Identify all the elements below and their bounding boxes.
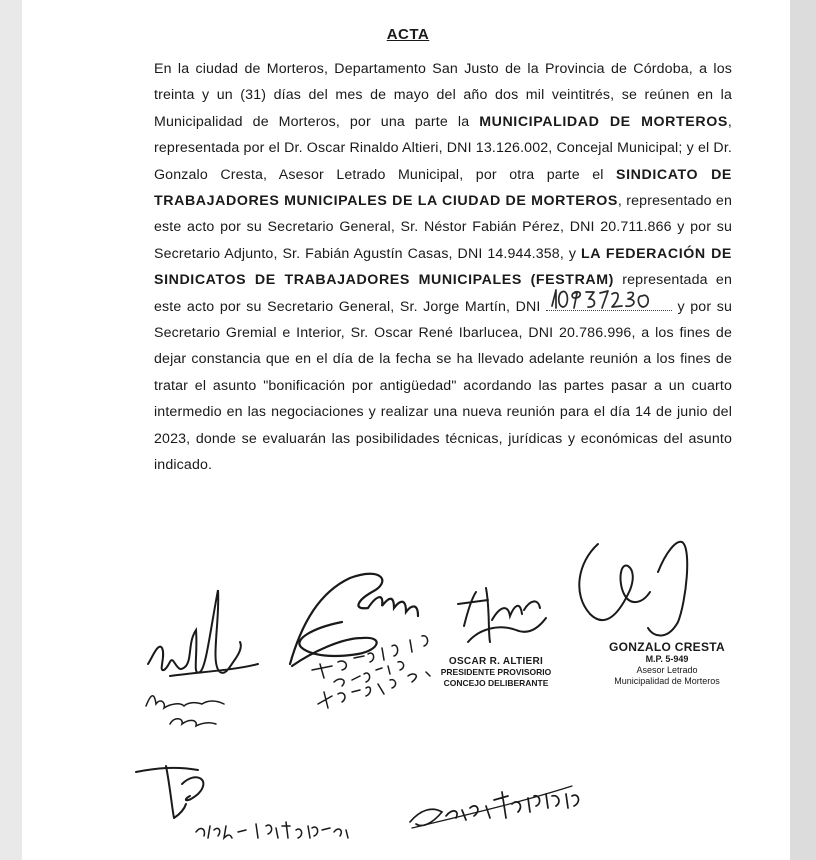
stamp-altieri-line1: PRESIDENTE PROVISORIO	[440, 667, 552, 677]
document-title: ACTA	[386, 26, 430, 43]
body-text-5: y por su Secretario Gremial e Interior, Sr. Oscar René Ibarlucea, DNI 20.786.996, a los fines de dejar constancia que en el día de la fecha se ha llevado adelante reunión a los fines de tratar el asunto "bonificación por antigüedad" acordando las partes pasar a un cuarto intermedio en las negociaciones y realizar una nueva reunión para el día 14 de junio del 2023, donde se evaluarán las posibilidades técnicas, jurídicas y económicas del asunto indicado.	[154, 298, 732, 474]
body-text-1: En la ciudad de Morteros, Departamento San Justo de la Provincia de Córdoba, a los treinta y un (31) días del mes de mayo del año dos mil veintitrés, se reúnen en la Municipalidad de Morteros, por una parte la	[154, 61, 732, 130]
signature-ibarlucea	[140, 572, 270, 732]
signature-casas	[402, 766, 602, 846]
signature-cresta	[558, 532, 748, 644]
stamp-altieri-line2: CONCEJO DELIBERANTE	[443, 678, 549, 688]
handwritten-dni-image	[548, 284, 674, 314]
body-text-4: representada en este acto por su Secretario General, Sr. Jorge Martín, DNI	[154, 272, 732, 315]
stamp-altieri	[434, 656, 558, 689]
signature-perez	[126, 760, 366, 860]
body-text-2: , representada por el Dr. Oscar Rinaldo Altieri, DNI 13.126.002, Concejal Municipal; y el Dr. Gonzalo Cresta, Asesor Letrado Municipal, por otra parte el	[154, 113, 732, 183]
document-page	[22, 0, 790, 860]
party-municipalidad: MUNICIPALIDAD DE MORTEROS	[479, 113, 728, 130]
signature-altieri	[450, 580, 560, 660]
stamp-cresta	[592, 640, 742, 687]
handwritten-dni	[546, 294, 672, 311]
stamp-cresta-line1: M.P. 5-949	[645, 654, 689, 664]
stamp-cresta-line2: Asesor Letrado	[636, 665, 698, 675]
party-festram: LA FEDERACIÓN DE SINDICATOS DE TRABAJADORES MUNICIPALES (FESTRAM)	[154, 245, 732, 289]
page-edge	[790, 0, 816, 860]
signature-jorge-martin	[272, 562, 452, 722]
stamp-cresta-name: GONZALO CRESTA	[609, 640, 725, 654]
party-sindicato: SINDICATO DE TRABAJADORES MUNICIPALES DE LA CIUDAD DE MORTEROS	[154, 166, 732, 210]
body-text-3: , representado en este acto por su Secretario General, Sr. Néstor Fabián Pérez, DNI 20.711.866 y por su Secretario Adjunto, Sr. Fabián Agustín Casas, DNI 14.944.358, y	[154, 193, 732, 262]
stamp-altieri-name: OSCAR R. ALTIERI	[448, 656, 544, 667]
stamp-cresta-line3: Municipalidad de Morteros	[614, 676, 720, 686]
acta-body	[154, 56, 732, 479]
